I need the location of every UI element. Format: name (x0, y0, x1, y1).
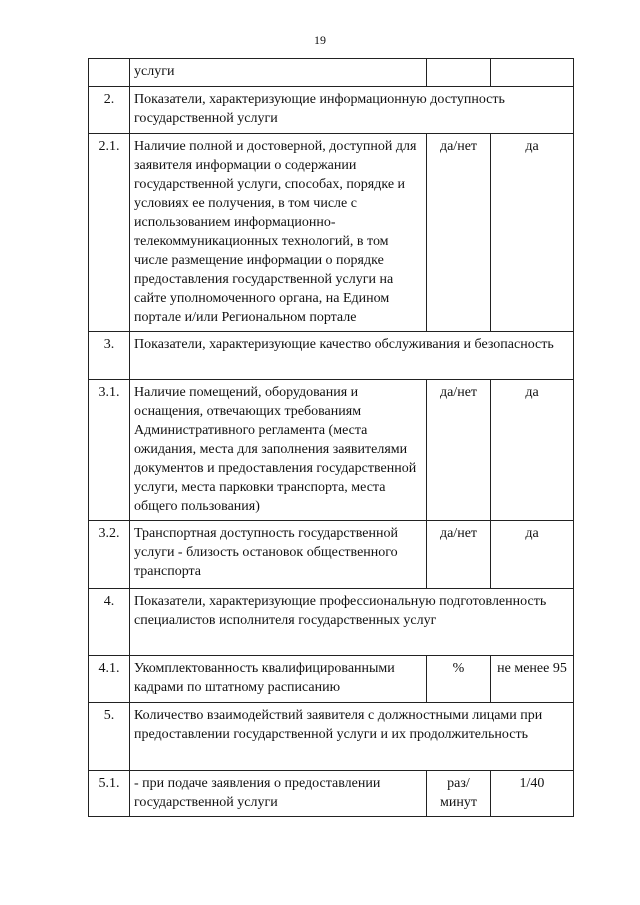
row-number: 3.1. (89, 380, 130, 521)
row-text: Укомплектованность квалифицированными кадрами по штатному расписанию (130, 656, 427, 703)
row-unit: да/нет (427, 521, 491, 589)
page-number: 19 (314, 33, 326, 47)
table-row (89, 59, 574, 87)
section-row (89, 332, 574, 380)
row-text: Транспортная доступность государственной услуги - близость остановок общественного транспорта (130, 521, 427, 589)
row-number: 3.2. (89, 521, 130, 589)
table-row (89, 656, 574, 703)
row-text: Наличие полной и достоверной, доступной для заявителя информации о содержании государственной услуги, способах, порядке и условиях ее получения, в том числе с использованием информационно-телекоммуникационных технологий, в том числе размещение информации о порядке предоставления государственной услуги на сайте уполномоченного органа, на Едином портале и/или Региональном портале (130, 134, 427, 332)
section-row (89, 87, 574, 134)
indicators-table (88, 58, 574, 817)
row-value (491, 59, 574, 87)
row-unit: да/нет (427, 134, 491, 332)
section-number: 2. (89, 87, 130, 134)
row-unit: да/нет (427, 380, 491, 521)
row-value: да (491, 380, 574, 521)
row-text: Наличие помещений, оборудования и оснащения, отвечающих требованиям Административного регламента (места ожидания, места для заполнения заявителями документов и предоставления государственной услуги, места парковки транспорта, места общего пользования) (130, 380, 427, 521)
row-value: да (491, 134, 574, 332)
section-row (89, 589, 574, 656)
section-number: 4. (89, 589, 130, 656)
row-value: да (491, 521, 574, 589)
section-number: 3. (89, 332, 130, 380)
section-title: Показатели, характеризующие качество обслуживания и безопасность (130, 332, 574, 380)
table-row (89, 380, 574, 521)
row-unit: % (427, 656, 491, 703)
row-text: - при подаче заявления о предоставлении государственной услуги (130, 771, 427, 817)
section-title: Показатели, характеризующие профессиональную подготовленность специалистов исполнителя государственных услуг (130, 589, 574, 656)
section-title: Количество взаимодействий заявителя с должностными лицами при предоставлении государственной услуги и их продолжительность (130, 703, 574, 771)
row-unit: раз/минут (427, 771, 491, 817)
row-value: 1/40 (491, 771, 574, 817)
section-number: 5. (89, 703, 130, 771)
row-number: 5.1. (89, 771, 130, 817)
row-value: не менее 95 (491, 656, 574, 703)
table-row (89, 771, 574, 817)
row-number: 2.1. (89, 134, 130, 332)
row-text: услуги (130, 59, 427, 87)
row-unit (427, 59, 491, 87)
section-title: Показатели, характеризующие информационную доступность государственной услуги (130, 87, 574, 134)
table-row (89, 134, 574, 332)
table-row (89, 521, 574, 589)
row-number (89, 59, 130, 87)
section-row (89, 703, 574, 771)
row-number: 4.1. (89, 656, 130, 703)
